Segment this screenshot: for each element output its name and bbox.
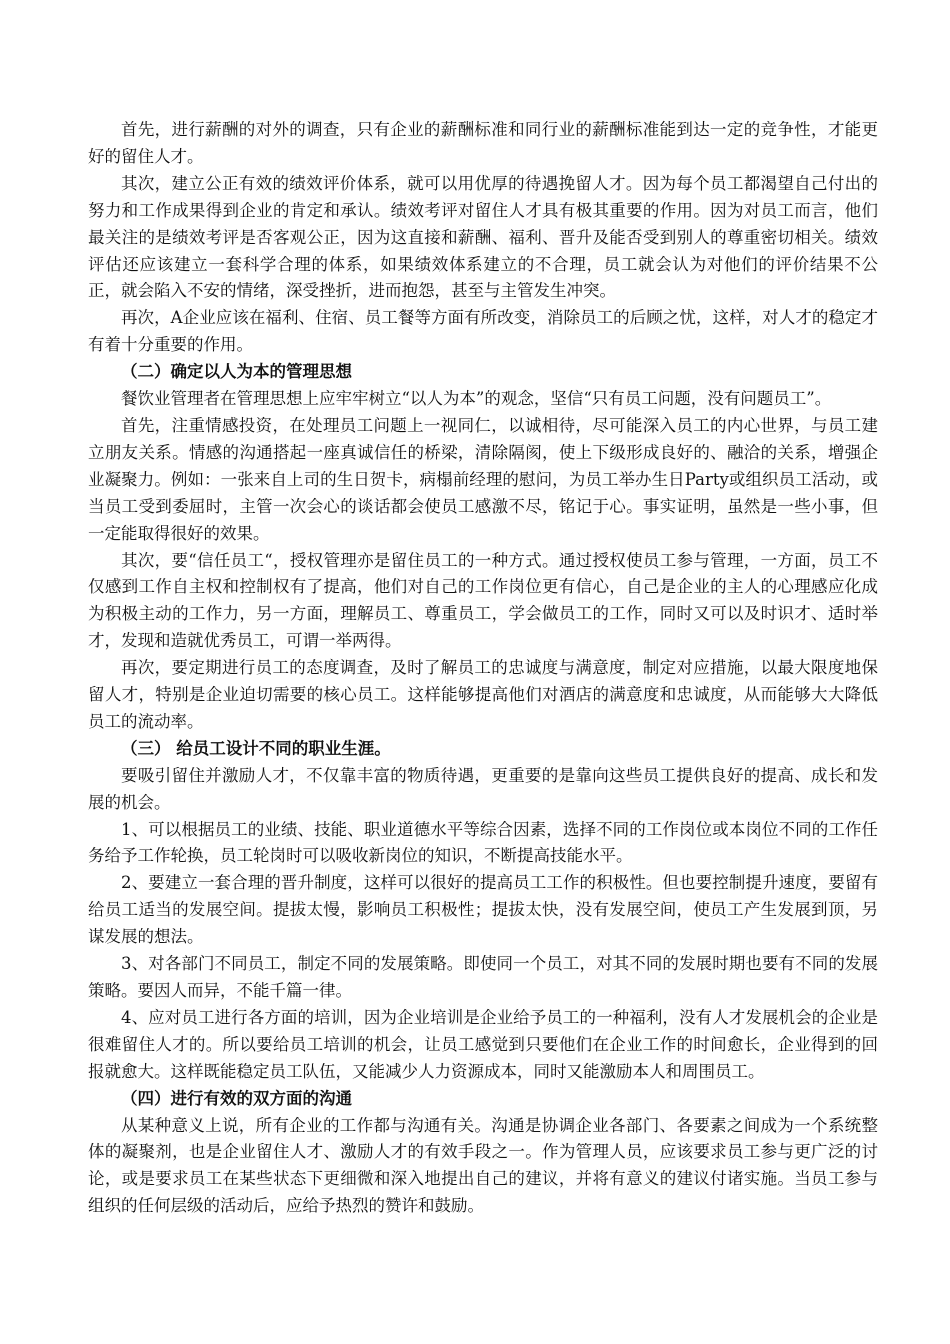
document-page xyxy=(88,117,878,1220)
paragraph-item-2: 2、要建立一套合理的晋升制度，这样可以很好的提高员工工作的积极性。但也要控制提升速度，要留有给员工适当的发展空间。提拔太慢，影响员工积极性；提拔太快，没有发展空间，使员工产生发展到顶，另谋发展的想法。 xyxy=(88,873,878,947)
paragraph-career-opportunities: 要吸引留住并激励人才，不仅靠丰富的物质待遇，更重要的是靠向这些员工提供良好的提高、成长和发展的机会。 xyxy=(88,765,878,812)
paragraph-item-4: 4、应对员工进行各方面的培训，因为企业培训是企业给予员工的一种福利，没有人才发展机会的企业是很难留住人才的。所以要给员工培训的机会，让员工感觉到只要他们在企业工作的时间愈长，企业得到的回报就愈大。这样既能稳定员工队伍，又能减少人力资源成本，同时又能激励本人和周围员工。 xyxy=(88,1007,878,1081)
paragraph-emotional-investment: 首先，注重情感投资，在处理员工问题上一视同仁，以诚相待，尽可能深入员工的内心世界，与员工建立朋友关系。情感的沟通搭起一座真诚信任的桥梁，清除隔阂，使上下级形成良好的、融洽的关系，增强企业凝聚力。例如：一张来自上司的生日贺卡，病榻前经理的慰问，为员工举办生日Party或组织员工活动，或当员工受到委屈时，主管一次会心的谈话都会使员工感激不尽，铭记于心。事实证明，虽然是一些小事，但一定能取得很好的效果。 xyxy=(88,415,878,543)
paragraph-item-3: 3、对各部门不同员工，制定不同的发展策略。即使同一个员工，对其不同的发展时期也要有不同的发展策略。要因人而异，不能千篇一律。 xyxy=(88,954,878,1000)
heading-section-2: （二）确定以人为本的管理思想 xyxy=(121,362,352,382)
paragraph-trust-employees: 其次，要“信任员工“，授权管理亦是留住员工的一种方式。通过授权使员工参与管理，一方面，员工不仅感到工作自主权和控制权有了提高，他们对自己的工作岗位更有信心，自己是企业的主人的心理感应化成为积极主动的工作力，另一方面，理解员工、尊重员工，学会做员工的工作，同时又可以及时识才、适时举才，发现和造就优秀员工，可谓一举两得。 xyxy=(88,550,878,651)
paragraph-communication: 从某种意义上说，所有企业的工作都与沟通有关。沟通是协调企业各部门、各要素之间成为一个系统整体的凝聚剂，也是企业留住人才、激励人才的有效手段之一。作为管理人员，应该要求员工参与更广泛的讨论，或是要求员工在某些状态下更细微和深入地提出自己的建议，并将有意义的建议付诸实施。当员工参与组织的任何层级的活动后，应给予热烈的赞许和鼓励。 xyxy=(88,1115,878,1216)
heading-section-4: （四）进行有效的双方面的沟通 xyxy=(121,1088,352,1108)
paragraph-attitude-survey: 再次，要定期进行员工的态度调查，及时了解员工的忠诚度与满意度，制定对应措施，以最大限度地保留人才，特别是企业迫切需要的核心员工。这样能够提高他们对酒店的满意度和忠诚度，从而能够大大降低员工的流动率。 xyxy=(88,658,878,731)
paragraph-welfare: 再次，A企业应该在福利、住宿、员工餐等方面有所改变，消除员工的后顾之忧，这样，对人才的稳定才有着十分重要的作用。 xyxy=(88,308,878,355)
paragraph-item-1: 1、可以根据员工的业绩、技能、职业道德水平等综合因素，选择不同的工作岗位或本岗位不同的工作任务给予工作轮换，员工轮岗时可以吸收新岗位的知识，不断提高技能水平。 xyxy=(88,819,878,866)
paragraph-performance-evaluation: 其次，建立公正有效的绩效评价体系，就可以用优厚的待遇挽留人才。因为每个员工都渴望自己付出的努力和工作成果得到企业的肯定和承认。绩效考评对留住人才具有极其重要的作用。因为对员工而言，他们最关注的是绩效考评是否客观公正，因为这直接和薪酬、福利、晋升及能否受到别人的尊重密切相关。绩效评估还应该建立一套科学合理的体系，如果绩效体系建立的不合理，员工就会认为对他们的评价结果不公正，就会陷入不安的情绪，深受挫折，进而抱怨，甚至与主管发生冲突。 xyxy=(88,173,878,301)
heading-section-3: （三） 给员工设计不同的职业生涯。 xyxy=(121,738,391,758)
paragraph-people-oriented: 餐饮业管理者在管理思想上应牢牢树立“以人为本”的观念，坚信“只有员工问题，没有问题员工”。 xyxy=(121,389,832,409)
paragraph-salary-survey: 首先，进行薪酬的对外的调查，只有企业的薪酬标准和同行业的薪酬标准能到达一定的竞争性，才能更好的留住人才。 xyxy=(88,120,878,166)
